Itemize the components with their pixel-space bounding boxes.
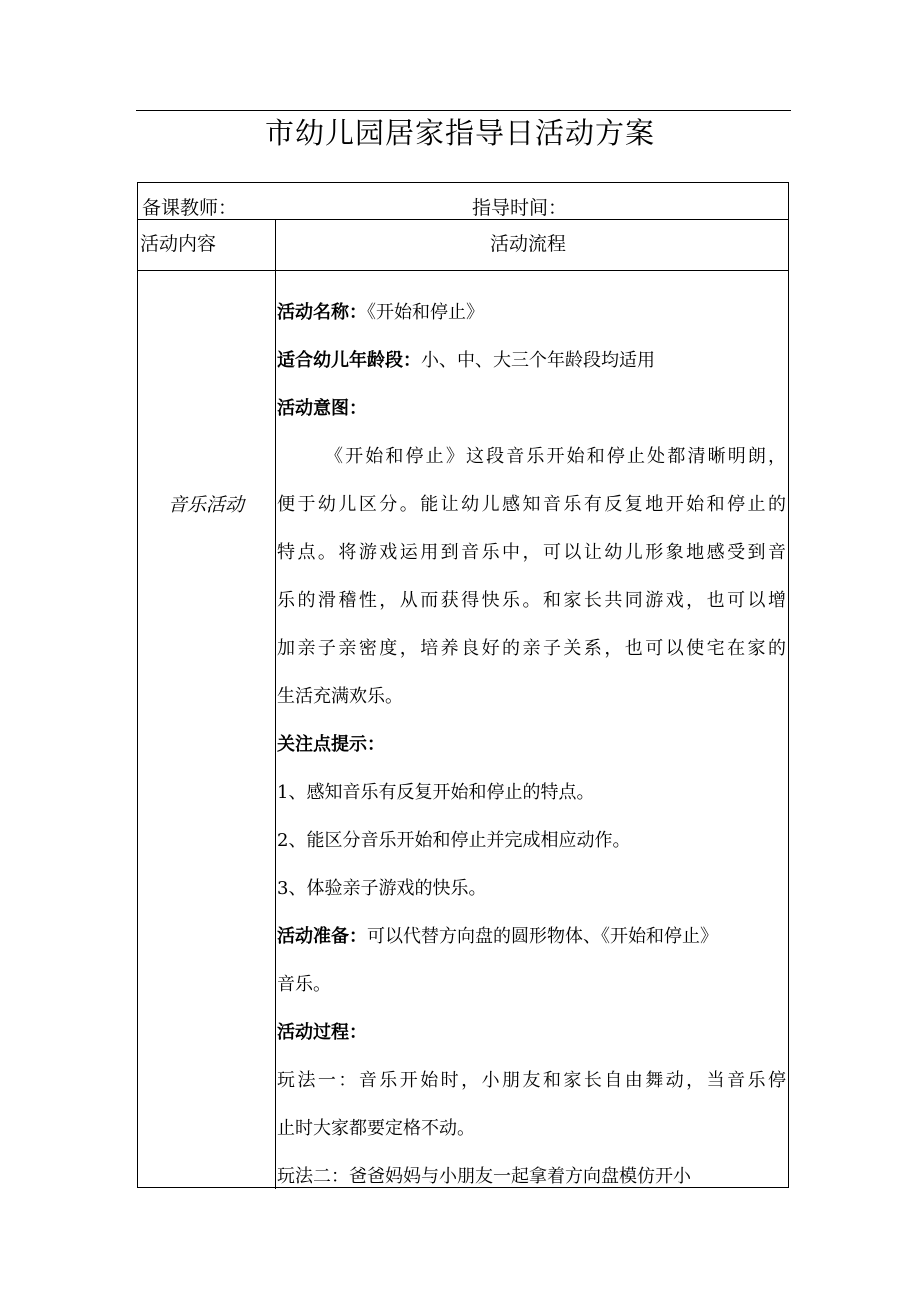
activity-category: 音乐活动 — [168, 494, 245, 516]
activity-name-label: 活动名称： — [277, 302, 367, 323]
preparation-label: 活动准备： — [277, 926, 367, 947]
focus-item: 1、感知音乐有反复开始和停止的特点。 — [277, 782, 595, 803]
activity-name-line — [277, 289, 786, 337]
row-divider-columns — [138, 270, 788, 271]
teacher-label: 备课教师： — [142, 197, 238, 219]
top-rule — [136, 110, 791, 111]
column-header-content: 活动内容 — [140, 233, 217, 255]
process-label: 活动过程： — [277, 1022, 367, 1043]
activity-process-body — [277, 289, 786, 1201]
process-line: 玩法一：音乐开始时，小朋友和家长自由舞动，当音乐停 — [277, 1070, 786, 1091]
intent-line: 特点。将游戏运用到音乐中，可以让幼儿形象地感受到音 — [277, 542, 786, 563]
intent-line: 生活充满欢乐。 — [277, 686, 403, 707]
activity-name-value: 《开始和停止》 — [367, 302, 484, 323]
process-line: 止时大家都要定格不动。 — [277, 1118, 475, 1139]
preparation-line-2: 音乐。 — [277, 974, 331, 995]
column-divider — [275, 219, 276, 1189]
process-line: 玩法二：爸爸妈妈与小朋友一起拿着方向盘模仿开小 — [277, 1166, 691, 1187]
preparation-value: 可以代替方向盘的圆形物体、《开始和停止》 — [367, 926, 718, 947]
focus-heading — [277, 721, 786, 769]
age-range-label: 适合幼儿年龄段： — [277, 350, 421, 371]
intent-line: 《开始和停止》这段音乐开始和停止处都清晰明朗， — [325, 446, 786, 467]
time-label: 指导时间： — [472, 197, 568, 219]
age-range-value: 小、中、大三个年龄段均适用 — [421, 350, 655, 371]
activity-table — [137, 182, 789, 1188]
intent-line: 便于幼儿区分。能让幼儿感知音乐有反复地开始和停止的 — [277, 494, 786, 515]
intent-label: 活动意图： — [277, 398, 367, 419]
preparation-line — [277, 913, 786, 961]
document-title: 市幼儿园居家指导日活动方案 — [264, 116, 655, 150]
focus-item: 2、能区分音乐开始和停止并完成相应动作。 — [277, 830, 631, 851]
intent-line: 乐的滑稽性，从而获得快乐。和家长共同游戏，也可以增 — [277, 590, 786, 611]
focus-item: 3、体验亲子游戏的快乐。 — [277, 878, 487, 899]
column-header-process: 活动流程 — [490, 233, 567, 255]
age-range-line — [277, 337, 786, 385]
intent-line: 加亲子亲密度，培养良好的亲子关系，也可以使宅在家的 — [277, 638, 786, 659]
focus-label: 关注点提示： — [277, 734, 385, 755]
intent-heading — [277, 385, 786, 433]
process-heading — [277, 1009, 786, 1057]
